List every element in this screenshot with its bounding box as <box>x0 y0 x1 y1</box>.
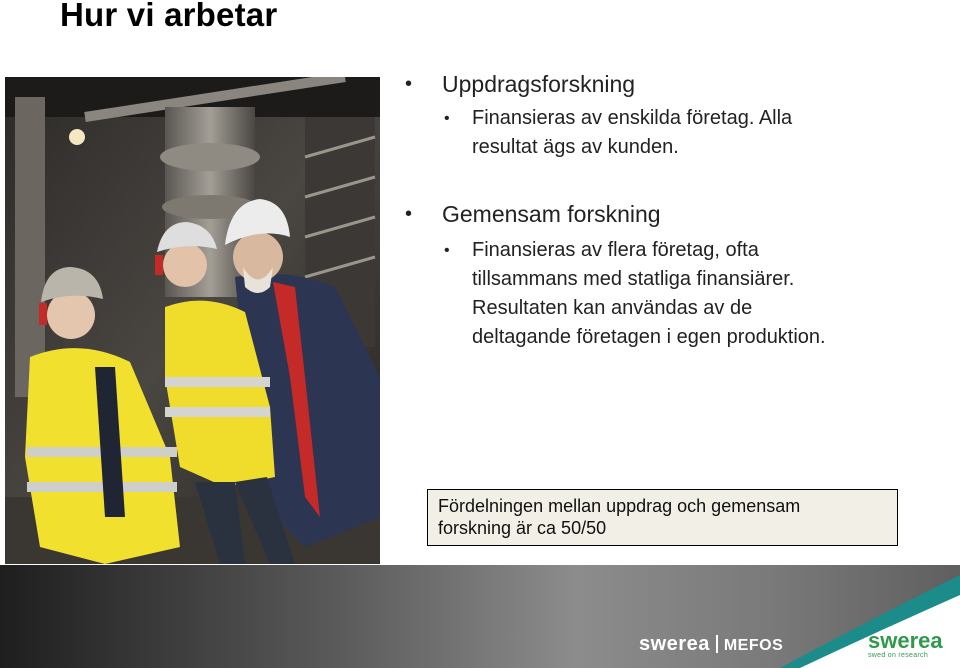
sub-bullet-line: tillsammans med statliga finansiärer. <box>472 268 795 290</box>
footer-swoosh <box>0 565 960 668</box>
bullet-content <box>405 70 945 352</box>
swerea-logo: swerea swed on research <box>868 628 943 659</box>
footer-band <box>0 565 960 668</box>
bullet-heading-gemensam-forskning: • Gemensam forskning <box>405 201 661 227</box>
sub-bullet-line: deltagande företagen i egen produktion. <box>472 326 826 348</box>
bullet-heading-uppdragsforskning: • Uppdragsforskning <box>405 71 636 97</box>
sub-bullet-line: Finansieras av enskilda företag. Alla <box>472 107 793 129</box>
note-line: Fördelningen mellan uppdrag och gemensam <box>438 496 801 516</box>
bullet-dot: • <box>405 73 413 95</box>
sub-bullet-dot: • <box>444 110 450 127</box>
sub-bullet-dot: • <box>444 242 450 259</box>
bullet-dot: • <box>405 203 413 225</box>
sub-bullet-line: Resultaten kan användas av de <box>472 297 753 319</box>
sub-bullet-uppdrag <box>405 104 945 162</box>
note-line: forskning är ca 50/50 <box>438 518 607 538</box>
sub-bullet-line: Finansieras av flera företag, ofta <box>472 239 759 261</box>
sub-bullet-gemensam <box>405 236 945 352</box>
sub-bullet-line: resultat ägs av kunden. <box>472 136 679 158</box>
swerea-mefos-logo: swerea MEFOS <box>639 633 784 655</box>
distribution-note-box <box>427 489 898 546</box>
workers-photo <box>5 77 380 564</box>
slide-title: Hur vi arbetar <box>60 0 278 33</box>
